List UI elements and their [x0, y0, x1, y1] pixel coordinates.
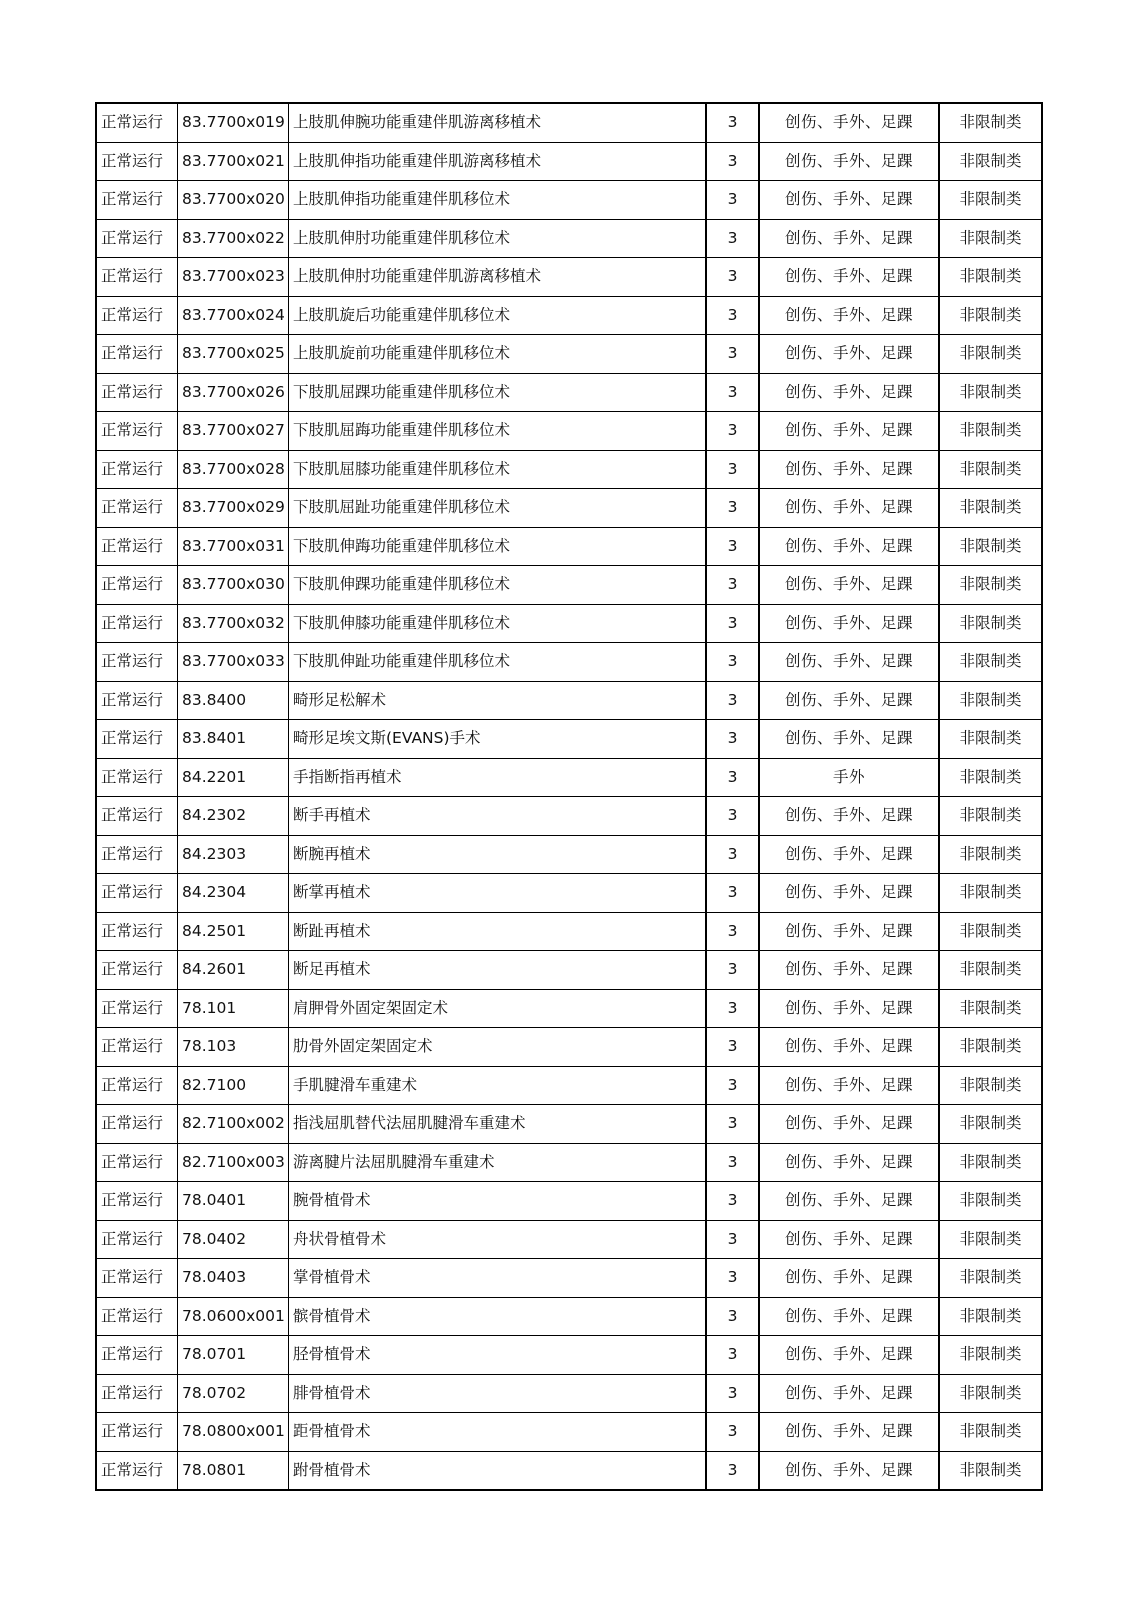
category-cell: 非限制类: [939, 450, 1042, 489]
table-row: [96, 720, 1042, 759]
category-cell: 非限制类: [939, 1220, 1042, 1259]
procedure-name-cell: 上肢肌旋前功能重建伴肌移位术: [289, 335, 707, 374]
table-row: [96, 1066, 1042, 1105]
surgery-level-cell: 3: [706, 797, 759, 836]
procedure-code-cell: 83.8401: [178, 720, 289, 759]
category-cell: 非限制类: [939, 1297, 1042, 1336]
procedure-code-cell: 84.2601: [178, 951, 289, 990]
procedure-code-cell: 83.7700x027: [178, 412, 289, 451]
procedure-name-cell: 断足再植术: [289, 951, 707, 990]
department-cell: 手外: [759, 758, 939, 797]
department-cell: 创伤、手外、足踝: [759, 1374, 939, 1413]
surgery-level-cell: 3: [706, 373, 759, 412]
surgery-level-cell: 3: [706, 758, 759, 797]
surgery-level-cell: 3: [706, 450, 759, 489]
table-row: [96, 1451, 1042, 1490]
table-row: [96, 1297, 1042, 1336]
surgery-level-cell: 3: [706, 1066, 759, 1105]
table-row: [96, 1182, 1042, 1221]
surgery-level-cell: 3: [706, 103, 759, 142]
status-cell: 正常运行: [96, 1374, 178, 1413]
surgery-list-table: [95, 102, 1043, 1491]
surgery-level-cell: 3: [706, 1374, 759, 1413]
procedure-name-cell: 下肢肌伸踇功能重建伴肌移位术: [289, 527, 707, 566]
department-cell: 创伤、手外、足踝: [759, 1066, 939, 1105]
procedure-name-cell: 断趾再植术: [289, 912, 707, 951]
category-cell: 非限制类: [939, 989, 1042, 1028]
category-cell: 非限制类: [939, 103, 1042, 142]
table-row: [96, 258, 1042, 297]
procedure-name-cell: 畸形足松解术: [289, 681, 707, 720]
procedure-name-cell: 游离腱片法屈肌腱滑车重建术: [289, 1143, 707, 1182]
procedure-code-cell: 83.7700x023: [178, 258, 289, 297]
procedure-name-cell: 上肢肌伸指功能重建伴肌移位术: [289, 181, 707, 220]
table-row: [96, 758, 1042, 797]
procedure-code-cell: 78.0402: [178, 1220, 289, 1259]
table-row: [96, 103, 1042, 142]
procedure-code-cell: 78.0401: [178, 1182, 289, 1221]
surgery-level-cell: 3: [706, 1451, 759, 1490]
surgery-level-cell: 3: [706, 951, 759, 990]
status-cell: 正常运行: [96, 1259, 178, 1298]
status-cell: 正常运行: [96, 142, 178, 181]
procedure-name-cell: 髌骨植骨术: [289, 1297, 707, 1336]
department-cell: 创伤、手外、足踝: [759, 219, 939, 258]
status-cell: 正常运行: [96, 489, 178, 528]
surgery-level-cell: 3: [706, 835, 759, 874]
table-row: [96, 1259, 1042, 1298]
procedure-code-cell: 83.7700x020: [178, 181, 289, 220]
status-cell: 正常运行: [96, 296, 178, 335]
category-cell: 非限制类: [939, 835, 1042, 874]
procedure-code-cell: 78.0701: [178, 1336, 289, 1375]
status-cell: 正常运行: [96, 1105, 178, 1144]
procedure-code-cell: 83.7700x024: [178, 296, 289, 335]
surgery-level-cell: 3: [706, 566, 759, 605]
category-cell: 非限制类: [939, 797, 1042, 836]
table-row: [96, 912, 1042, 951]
status-cell: 正常运行: [96, 1336, 178, 1375]
status-cell: 正常运行: [96, 1143, 178, 1182]
department-cell: 创伤、手外、足踝: [759, 412, 939, 451]
department-cell: 创伤、手外、足踝: [759, 1182, 939, 1221]
procedure-name-cell: 畸形足埃文斯(EVANS)手术: [289, 720, 707, 759]
table-row: [96, 450, 1042, 489]
procedure-code-cell: 78.101: [178, 989, 289, 1028]
procedure-name-cell: 断手再植术: [289, 797, 707, 836]
table-row: [96, 1220, 1042, 1259]
procedure-code-cell: 78.0600x001: [178, 1297, 289, 1336]
department-cell: 创伤、手外、足踝: [759, 1336, 939, 1375]
status-cell: 正常运行: [96, 258, 178, 297]
department-cell: 创伤、手外、足踝: [759, 681, 939, 720]
status-cell: 正常运行: [96, 951, 178, 990]
department-cell: 创伤、手外、足踝: [759, 181, 939, 220]
category-cell: 非限制类: [939, 1413, 1042, 1452]
procedure-name-cell: 手肌腱滑车重建术: [289, 1066, 707, 1105]
category-cell: 非限制类: [939, 219, 1042, 258]
procedure-code-cell: 83.7700x033: [178, 643, 289, 682]
procedure-name-cell: 上肢肌旋后功能重建伴肌移位术: [289, 296, 707, 335]
procedure-code-cell: 83.7700x028: [178, 450, 289, 489]
procedure-name-cell: 断掌再植术: [289, 874, 707, 913]
surgery-level-cell: 3: [706, 296, 759, 335]
category-cell: 非限制类: [939, 1451, 1042, 1490]
procedure-code-cell: 78.0702: [178, 1374, 289, 1413]
status-cell: 正常运行: [96, 989, 178, 1028]
department-cell: 创伤、手外、足踝: [759, 489, 939, 528]
procedure-code-cell: 83.7700x021: [178, 142, 289, 181]
table-row: [96, 951, 1042, 990]
procedure-code-cell: 83.7700x032: [178, 604, 289, 643]
department-cell: 创伤、手外、足踝: [759, 1413, 939, 1452]
department-cell: 创伤、手外、足踝: [759, 335, 939, 374]
category-cell: 非限制类: [939, 373, 1042, 412]
department-cell: 创伤、手外、足踝: [759, 951, 939, 990]
surgery-level-cell: 3: [706, 874, 759, 913]
status-cell: 正常运行: [96, 1066, 178, 1105]
procedure-name-cell: 腓骨植骨术: [289, 1374, 707, 1413]
surgery-level-cell: 3: [706, 1143, 759, 1182]
table-row: [96, 835, 1042, 874]
department-cell: 创伤、手外、足踝: [759, 1028, 939, 1067]
procedure-code-cell: 78.0403: [178, 1259, 289, 1298]
surgery-level-cell: 3: [706, 335, 759, 374]
status-cell: 正常运行: [96, 412, 178, 451]
department-cell: 创伤、手外、足踝: [759, 450, 939, 489]
category-cell: 非限制类: [939, 412, 1042, 451]
surgery-level-cell: 3: [706, 604, 759, 643]
department-cell: 创伤、手外、足踝: [759, 912, 939, 951]
status-cell: 正常运行: [96, 1220, 178, 1259]
department-cell: 创伤、手外、足踝: [759, 258, 939, 297]
surgery-level-cell: 3: [706, 1413, 759, 1452]
category-cell: 非限制类: [939, 681, 1042, 720]
category-cell: 非限制类: [939, 874, 1042, 913]
procedure-name-cell: 下肢肌伸膝功能重建伴肌移位术: [289, 604, 707, 643]
table-row: [96, 335, 1042, 374]
surgery-level-cell: 3: [706, 258, 759, 297]
table-row: [96, 373, 1042, 412]
department-cell: 创伤、手外、足踝: [759, 373, 939, 412]
category-cell: 非限制类: [939, 258, 1042, 297]
status-cell: 正常运行: [96, 527, 178, 566]
category-cell: 非限制类: [939, 142, 1042, 181]
category-cell: 非限制类: [939, 527, 1042, 566]
category-cell: 非限制类: [939, 1336, 1042, 1375]
category-cell: 非限制类: [939, 912, 1042, 951]
procedure-name-cell: 下肢肌伸趾功能重建伴肌移位术: [289, 643, 707, 682]
procedure-code-cell: 84.2302: [178, 797, 289, 836]
procedure-code-cell: 83.7700x019: [178, 103, 289, 142]
surgery-level-cell: 3: [706, 1259, 759, 1298]
procedure-name-cell: 下肢肌屈踇功能重建伴肌移位术: [289, 412, 707, 451]
table-row: [96, 412, 1042, 451]
procedure-name-cell: 上肢肌伸肘功能重建伴肌移位术: [289, 219, 707, 258]
procedure-code-cell: 84.2304: [178, 874, 289, 913]
status-cell: 正常运行: [96, 874, 178, 913]
procedure-name-cell: 掌骨植骨术: [289, 1259, 707, 1298]
table-row: [96, 1374, 1042, 1413]
table-row: [96, 181, 1042, 220]
procedure-name-cell: 下肢肌屈踝功能重建伴肌移位术: [289, 373, 707, 412]
surgery-level-cell: 3: [706, 643, 759, 682]
procedure-code-cell: 83.7700x025: [178, 335, 289, 374]
procedure-code-cell: 84.2201: [178, 758, 289, 797]
department-cell: 创伤、手外、足踝: [759, 1297, 939, 1336]
table-row: [96, 989, 1042, 1028]
table-row: [96, 1413, 1042, 1452]
surgery-level-cell: 3: [706, 720, 759, 759]
surgery-level-cell: 3: [706, 489, 759, 528]
procedure-name-cell: 距骨植骨术: [289, 1413, 707, 1452]
procedure-name-cell: 上肢肌伸腕功能重建伴肌游离移植术: [289, 103, 707, 142]
category-cell: 非限制类: [939, 720, 1042, 759]
status-cell: 正常运行: [96, 720, 178, 759]
surgery-level-cell: 3: [706, 527, 759, 566]
procedure-code-cell: 83.7700x031: [178, 527, 289, 566]
table-body: [96, 103, 1042, 1490]
department-cell: 创伤、手外、足踝: [759, 797, 939, 836]
category-cell: 非限制类: [939, 1182, 1042, 1221]
category-cell: 非限制类: [939, 604, 1042, 643]
status-cell: 正常运行: [96, 912, 178, 951]
surgery-level-cell: 3: [706, 1336, 759, 1375]
procedure-name-cell: 腕骨植骨术: [289, 1182, 707, 1221]
status-cell: 正常运行: [96, 335, 178, 374]
procedure-name-cell: 上肢肌伸指功能重建伴肌游离移植术: [289, 142, 707, 181]
department-cell: 创伤、手外、足踝: [759, 527, 939, 566]
status-cell: 正常运行: [96, 604, 178, 643]
table-row: [96, 296, 1042, 335]
procedure-name-cell: 上肢肌伸肘功能重建伴肌游离移植术: [289, 258, 707, 297]
surgery-level-cell: 3: [706, 181, 759, 220]
table-row: [96, 1105, 1042, 1144]
procedure-code-cell: 78.0800x001: [178, 1413, 289, 1452]
surgery-level-cell: 3: [706, 1028, 759, 1067]
category-cell: 非限制类: [939, 296, 1042, 335]
status-cell: 正常运行: [96, 450, 178, 489]
table-row: [96, 527, 1042, 566]
procedure-name-cell: 下肢肌屈膝功能重建伴肌移位术: [289, 450, 707, 489]
status-cell: 正常运行: [96, 758, 178, 797]
table-row: [96, 489, 1042, 528]
department-cell: 创伤、手外、足踝: [759, 874, 939, 913]
procedure-code-cell: 83.7700x022: [178, 219, 289, 258]
table-row: [96, 681, 1042, 720]
category-cell: 非限制类: [939, 951, 1042, 990]
table-row: [96, 142, 1042, 181]
procedure-code-cell: 84.2303: [178, 835, 289, 874]
table-row: [96, 1143, 1042, 1182]
category-cell: 非限制类: [939, 335, 1042, 374]
category-cell: 非限制类: [939, 1143, 1042, 1182]
department-cell: 创伤、手外、足踝: [759, 566, 939, 605]
surgery-level-cell: 3: [706, 412, 759, 451]
status-cell: 正常运行: [96, 181, 178, 220]
department-cell: 创伤、手外、足踝: [759, 1451, 939, 1490]
procedure-code-cell: 82.7100x002: [178, 1105, 289, 1144]
procedure-name-cell: 下肢肌伸踝功能重建伴肌移位术: [289, 566, 707, 605]
surgery-level-cell: 3: [706, 912, 759, 951]
department-cell: 创伤、手外、足踝: [759, 835, 939, 874]
surgery-level-cell: 3: [706, 1220, 759, 1259]
procedure-name-cell: 跗骨植骨术: [289, 1451, 707, 1490]
procedure-name-cell: 肋骨外固定架固定术: [289, 1028, 707, 1067]
procedure-code-cell: 82.7100x003: [178, 1143, 289, 1182]
surgery-level-cell: 3: [706, 681, 759, 720]
status-cell: 正常运行: [96, 1451, 178, 1490]
surgery-level-cell: 3: [706, 1297, 759, 1336]
department-cell: 创伤、手外、足踝: [759, 1220, 939, 1259]
procedure-code-cell: 83.8400: [178, 681, 289, 720]
procedure-code-cell: 83.7700x026: [178, 373, 289, 412]
status-cell: 正常运行: [96, 103, 178, 142]
category-cell: 非限制类: [939, 758, 1042, 797]
surgery-level-cell: 3: [706, 1105, 759, 1144]
department-cell: 创伤、手外、足踝: [759, 142, 939, 181]
status-cell: 正常运行: [96, 219, 178, 258]
procedure-code-cell: 84.2501: [178, 912, 289, 951]
department-cell: 创伤、手外、足踝: [759, 103, 939, 142]
procedure-code-cell: 82.7100: [178, 1066, 289, 1105]
category-cell: 非限制类: [939, 1105, 1042, 1144]
category-cell: 非限制类: [939, 181, 1042, 220]
table-row: [96, 1336, 1042, 1375]
category-cell: 非限制类: [939, 1028, 1042, 1067]
status-cell: 正常运行: [96, 1297, 178, 1336]
department-cell: 创伤、手外、足踝: [759, 1105, 939, 1144]
procedure-name-cell: 指浅屈肌替代法屈肌腱滑车重建术: [289, 1105, 707, 1144]
table-row: [96, 604, 1042, 643]
surgery-level-cell: 3: [706, 989, 759, 1028]
category-cell: 非限制类: [939, 566, 1042, 605]
procedure-code-cell: 78.0801: [178, 1451, 289, 1490]
surgery-level-cell: 3: [706, 142, 759, 181]
status-cell: 正常运行: [96, 681, 178, 720]
category-cell: 非限制类: [939, 489, 1042, 528]
department-cell: 创伤、手外、足踝: [759, 643, 939, 682]
table-row: [96, 874, 1042, 913]
status-cell: 正常运行: [96, 373, 178, 412]
table-row: [96, 1028, 1042, 1067]
department-cell: 创伤、手外、足踝: [759, 1259, 939, 1298]
table-row: [96, 797, 1042, 836]
procedure-code-cell: 78.103: [178, 1028, 289, 1067]
status-cell: 正常运行: [96, 797, 178, 836]
procedure-code-cell: 83.7700x030: [178, 566, 289, 605]
procedure-code-cell: 83.7700x029: [178, 489, 289, 528]
category-cell: 非限制类: [939, 1259, 1042, 1298]
department-cell: 创伤、手外、足踝: [759, 720, 939, 759]
category-cell: 非限制类: [939, 643, 1042, 682]
procedure-name-cell: 肩胛骨外固定架固定术: [289, 989, 707, 1028]
category-cell: 非限制类: [939, 1066, 1042, 1105]
status-cell: 正常运行: [96, 1182, 178, 1221]
status-cell: 正常运行: [96, 566, 178, 605]
procedure-name-cell: 断腕再植术: [289, 835, 707, 874]
category-cell: 非限制类: [939, 1374, 1042, 1413]
status-cell: 正常运行: [96, 1028, 178, 1067]
procedure-name-cell: 舟状骨植骨术: [289, 1220, 707, 1259]
surgery-level-cell: 3: [706, 1182, 759, 1221]
department-cell: 创伤、手外、足踝: [759, 296, 939, 335]
department-cell: 创伤、手外、足踝: [759, 1143, 939, 1182]
status-cell: 正常运行: [96, 835, 178, 874]
table-row: [96, 643, 1042, 682]
table-row: [96, 566, 1042, 605]
status-cell: 正常运行: [96, 1413, 178, 1452]
surgery-level-cell: 3: [706, 219, 759, 258]
department-cell: 创伤、手外、足踝: [759, 604, 939, 643]
procedure-name-cell: 手指断指再植术: [289, 758, 707, 797]
department-cell: 创伤、手外、足踝: [759, 989, 939, 1028]
status-cell: 正常运行: [96, 643, 178, 682]
procedure-name-cell: 胫骨植骨术: [289, 1336, 707, 1375]
table-row: [96, 219, 1042, 258]
procedure-name-cell: 下肢肌屈趾功能重建伴肌移位术: [289, 489, 707, 528]
